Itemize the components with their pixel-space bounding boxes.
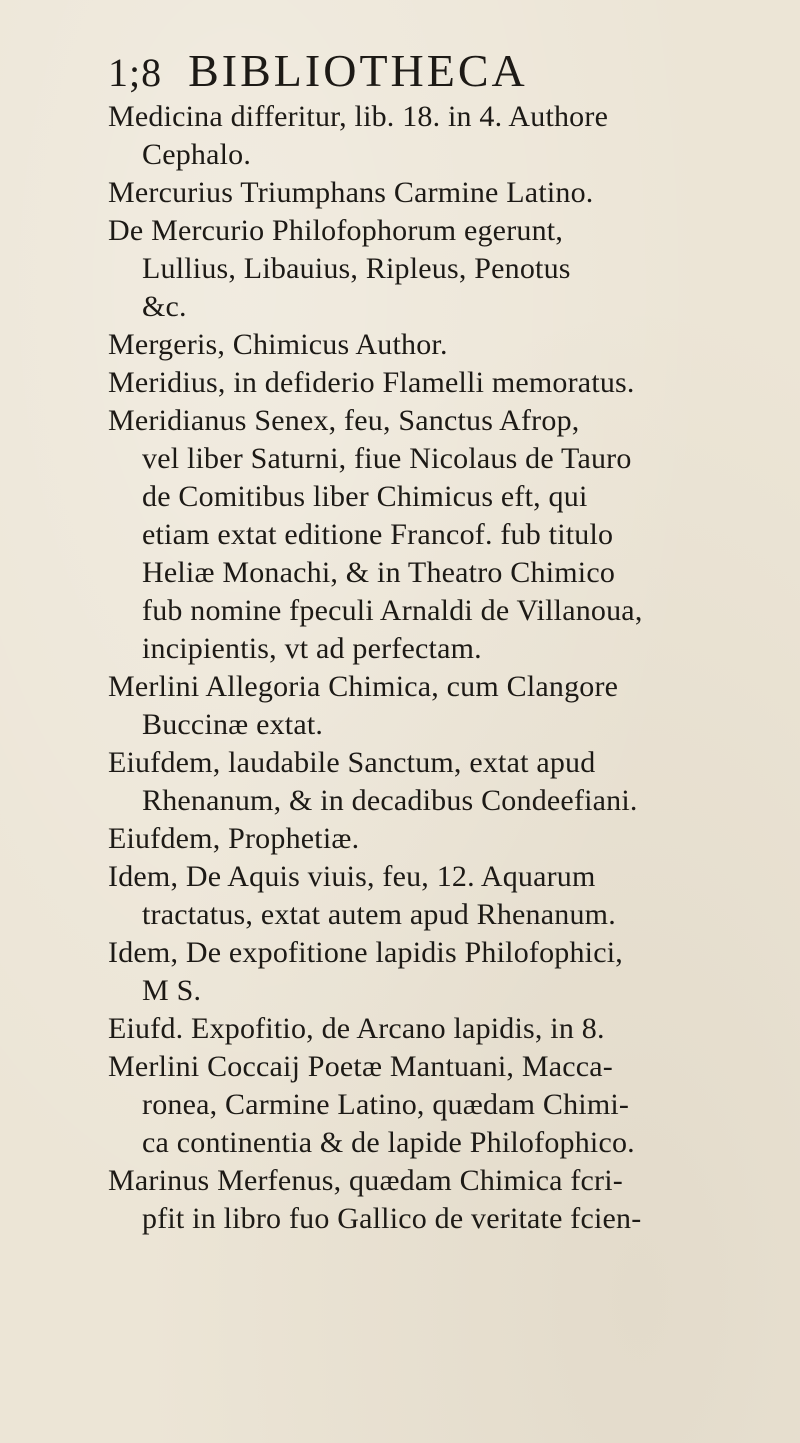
running-title: BIBLIOTHECA: [188, 45, 528, 96]
entry-first-line: Merlini Coccaij Poetæ Mantuani, Macca-: [108, 1050, 613, 1083]
bibliography-entry: [108, 744, 798, 820]
entry-continuation-line: Heliæ Monachi, & in Theatro Chimico: [142, 556, 616, 589]
entry-continuation-line: &c.: [142, 290, 187, 323]
bibliography-entry: [108, 1048, 798, 1162]
entry-continuation-line: incipientis, vt ad perfectam.: [142, 632, 482, 665]
entry-first-line: Eiufdem, laudabile Sanctum, extat apud: [108, 746, 596, 779]
entry-first-line: Idem, De Aquis viuis, feu, 12. Aquarum: [108, 860, 596, 893]
entry-first-line: Idem, De expofitione lapidis Philofophici,: [108, 936, 623, 969]
page-header: [108, 44, 528, 97]
entry-continuation-line: Buccinæ extat.: [142, 708, 324, 741]
bibliography-entry: [108, 858, 798, 934]
entry-continuation-line: Cephalo.: [142, 138, 252, 171]
entry-continuation-line: de Comitibus liber Chimicus eft, qui: [142, 480, 588, 513]
bibliography-entry: [108, 364, 798, 402]
entry-continuation-line: Rhenanum, & in decadibus Condeefiani.: [142, 784, 638, 817]
entry-first-line: Meridianus Senex, feu, Sanctus Afrop,: [108, 404, 580, 437]
entry-first-line: Mercurius Triumphans Carmine Latino.: [108, 176, 594, 209]
bibliography-entry: [108, 820, 798, 858]
entry-first-line: Marinus Merfenus, quædam Chimica fcri-: [108, 1164, 623, 1197]
bibliography-entry: [108, 1010, 798, 1048]
bibliography-entry: [108, 934, 798, 1010]
bibliography-entry: [108, 668, 798, 744]
bibliography-entry: [108, 326, 798, 364]
entry-first-line: Merlini Allegoria Chimica, cum Clangore: [108, 670, 619, 703]
entry-continuation-line: M S.: [142, 974, 202, 1007]
entry-first-line: Medicina differitur, lib. 18. in 4. Authore: [108, 100, 609, 133]
entry-continuation-line: ca continentia & de lapide Philofophico.: [142, 1126, 635, 1159]
entry-continuation-line: fub nomine fpeculi Arnaldi de Villanoua,: [142, 594, 643, 627]
entry-continuation-line: etiam extat editione Francof. fub titulo: [142, 518, 614, 551]
bibliography-entry: [108, 402, 798, 668]
bibliography-entry: [108, 174, 798, 212]
bibliography-entry: [108, 212, 798, 326]
bibliography-entry: [108, 98, 798, 174]
entry-first-line: Eiufd. Expofitio, de Arcano lapidis, in 8.: [108, 1012, 605, 1045]
page-number: 1;8: [108, 50, 163, 95]
entry-continuation-line: tractatus, extat autem apud Rhenanum.: [142, 898, 616, 931]
entry-first-line: De Mercurio Philofophorum egerunt,: [108, 214, 564, 247]
entry-first-line: Eiufdem, Prophetiæ.: [108, 822, 360, 855]
entry-first-line: Mergeris, Chimicus Author.: [108, 328, 448, 361]
entry-continuation-line: ronea, Carmine Latino, quædam Chimi-: [142, 1088, 630, 1121]
bibliography-entries: [108, 98, 798, 1238]
entry-first-line: Meridius, in defiderio Flamelli memoratus.: [108, 366, 635, 399]
entry-continuation-line: Lullius, Libauius, Ripleus, Penotus: [142, 252, 571, 285]
entry-continuation-line: vel liber Saturni, fiue Nicolaus de Tauro: [142, 442, 632, 475]
entry-continuation-line: pfit in libro fuo Gallico de veritate fcien-: [142, 1202, 642, 1235]
bibliography-entry: [108, 1162, 798, 1238]
